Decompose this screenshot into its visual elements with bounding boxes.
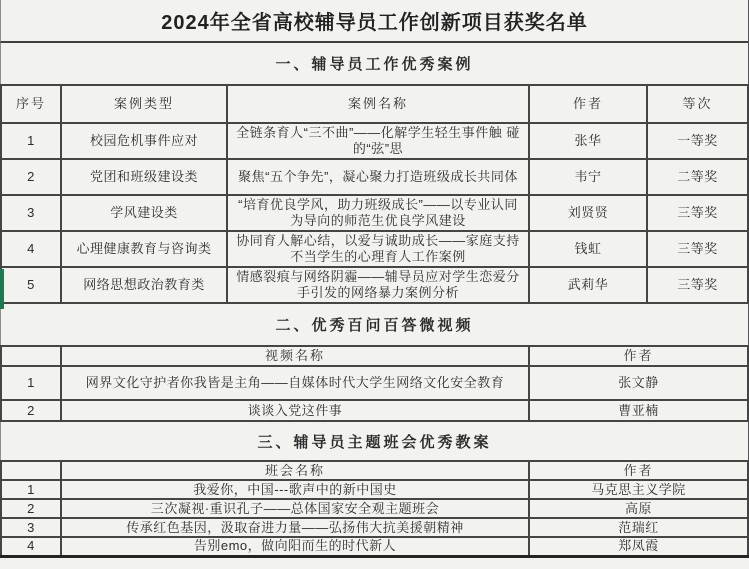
section-heading-label: 三、辅导员主题班会优秀教案	[257, 433, 492, 451]
class-meeting-name-col-header: 班会名称	[61, 461, 529, 480]
table-row	[1, 195, 748, 231]
table-row	[1, 400, 748, 421]
table-row	[1, 366, 748, 400]
case-type-cell: 网络思想政治教育类	[61, 267, 227, 303]
video-name-col-header: 视频名称	[61, 346, 529, 366]
index-cell: 5	[1, 267, 61, 303]
author-cell: 高原	[529, 499, 748, 518]
table-row	[1, 480, 748, 499]
author-col-header: 作者	[529, 461, 748, 480]
table-header-row	[1, 346, 748, 366]
case-type-cell: 校园危机事件应对	[61, 123, 227, 159]
author-col-header: 作者	[529, 85, 647, 123]
case-type-cell: 党团和班级建设类	[61, 159, 227, 195]
cases-table	[0, 84, 749, 304]
class-meeting-name-cell: 告别emo，做向阳而生的时代新人	[61, 537, 529, 556]
award-cell: 一等奖	[647, 123, 748, 159]
table-row	[1, 499, 748, 518]
table-row	[1, 231, 748, 267]
section-heading-label: 一、辅导员工作优秀案例	[275, 56, 474, 73]
index-cell: 1	[1, 123, 61, 159]
class-meeting-name-cell: 传承红色基因，汲取奋进力量——弘扬伟大抗美援朝精神	[61, 518, 529, 537]
case-type-cell: 学风建设类	[61, 195, 227, 231]
document-header	[0, 0, 749, 43]
videos-table	[0, 345, 749, 422]
video-name-cell: 网界文化守护者你我皆是主角——自媒体时代大学生网络文化安全教育	[61, 366, 529, 400]
index-cell: 1	[1, 366, 61, 400]
table-header-row	[1, 85, 748, 123]
section-heading-label: 二、优秀百问百答微视频	[275, 317, 474, 334]
index-col-header	[1, 346, 61, 366]
index-cell: 4	[1, 537, 61, 556]
index-cell: 4	[1, 231, 61, 267]
author-cell: 张文静	[529, 366, 748, 400]
section-heading-lesson-plans	[0, 422, 749, 460]
author-cell: 张华	[529, 123, 647, 159]
award-cell: 三等奖	[647, 267, 748, 303]
page-title: 2024年全省高校辅导员工作创新项目获奖名单	[161, 12, 588, 34]
case-name-cell: 聚焦“五个争先”，凝心聚力打造班级成长共同体	[227, 159, 529, 195]
author-cell: 曹亚楠	[529, 400, 748, 421]
author-cell: 韦宁	[529, 159, 647, 195]
index-cell: 3	[1, 195, 61, 231]
index-cell: 2	[1, 400, 61, 421]
index-cell: 2	[1, 159, 61, 195]
author-cell: 范瑞红	[529, 518, 748, 537]
award-col-header: 等次	[647, 85, 748, 123]
author-col-header: 作者	[529, 346, 748, 366]
section-heading-cases	[0, 43, 749, 84]
award-cell: 三等奖	[647, 231, 748, 267]
case-type-col-header: 案例类型	[61, 85, 227, 123]
author-cell: 郑凤霞	[529, 537, 748, 556]
table-row	[1, 537, 748, 556]
index-col-header: 序号	[1, 85, 61, 123]
index-cell: 2	[1, 499, 61, 518]
table-row	[1, 518, 748, 537]
class-meeting-name-cell: 我爱你，中国---歌声中的新中国史	[61, 480, 529, 499]
video-name-cell: 谈谈入党这件事	[61, 400, 529, 421]
case-name-cell: 情感裂痕与网络阴霾——辅导员应对学生恋爱分手引发的网络暴力案例分析	[227, 267, 529, 303]
award-cell: 二等奖	[647, 159, 748, 195]
author-cell: 马克思主义学院	[529, 480, 748, 499]
table-row	[1, 123, 748, 159]
lesson-plans-table	[0, 460, 749, 558]
case-type-cell: 心理健康教育与咨询类	[61, 231, 227, 267]
award-cell: 三等奖	[647, 195, 748, 231]
index-cell: 3	[1, 518, 61, 537]
case-name-col-header: 案例名称	[227, 85, 529, 123]
index-cell: 1	[1, 480, 61, 499]
table-header-row	[1, 461, 748, 480]
table-row	[1, 267, 748, 303]
author-cell: 刘贤贤	[529, 195, 647, 231]
case-name-cell: 全链条育人“三不曲”——化解学生轻生事件触 碰的“弦”思	[227, 123, 529, 159]
index-col-header	[1, 461, 61, 480]
class-meeting-name-cell: 三次凝视·重识孔子——总体国家安全观主题班会	[61, 499, 529, 518]
case-name-cell: 协同育人解心结，以爱与诚助成长——家庭支持不当学生的心理育人工作案例	[227, 231, 529, 267]
table-row	[1, 159, 748, 195]
left-edge-green-mark	[0, 269, 4, 309]
author-cell: 钱虹	[529, 231, 647, 267]
case-name-cell: “培育优良学风，助力班级成长”——以专业认同为导向的师范生优良学风建设	[227, 195, 529, 231]
section-heading-videos	[0, 304, 749, 345]
author-cell: 武莉华	[529, 267, 647, 303]
